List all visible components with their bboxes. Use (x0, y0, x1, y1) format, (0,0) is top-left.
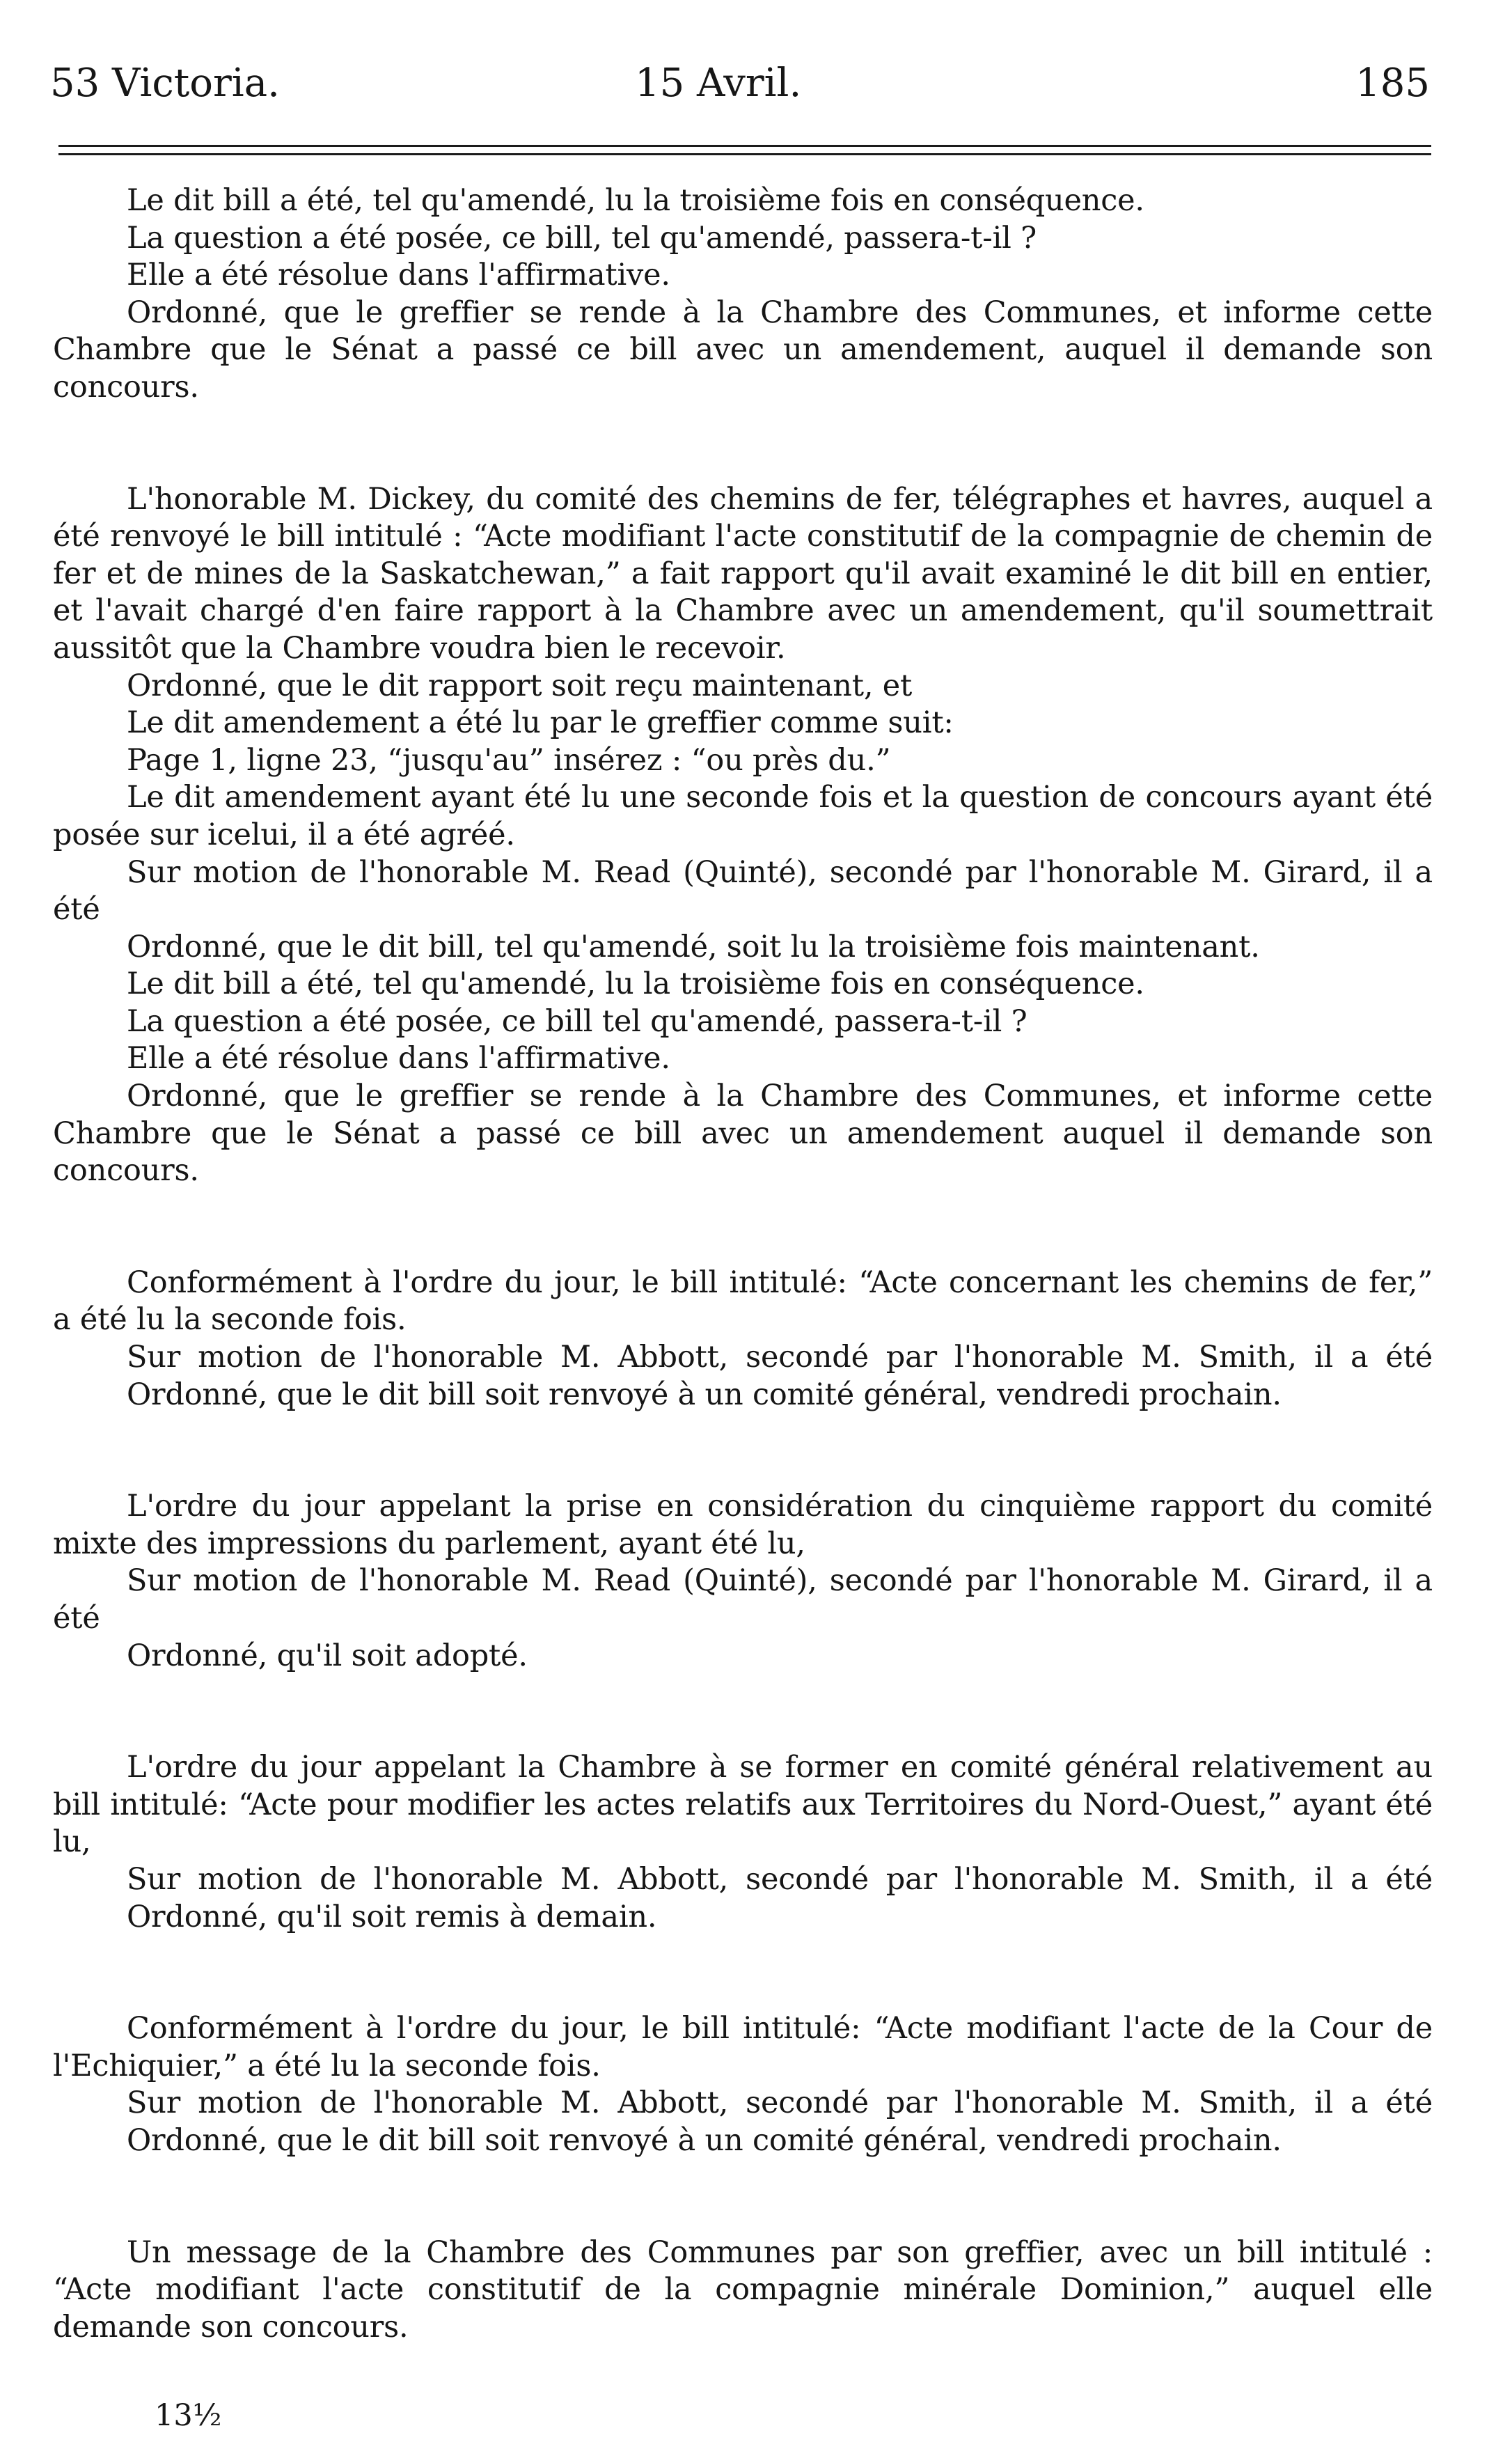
paragraph: Le dit amendement ayant été lu une seconde fois et la question de concours ayant été posée sur icelui, il a été agréé. (53, 780, 1433, 852)
paragraph: Conformément à l'ordre du jour, le bill intitulé: “Acte modifiant l'acte de la Cour de l'Echiquier,” a été lu la seconde fois. (53, 2011, 1433, 2083)
paragraph: Ordonné, qu'il soit adopté. (127, 1638, 528, 1673)
paragraph: Sur motion de l'honorable M. Abbott, secondé par l'honorable M. Smith, il a été (127, 1861, 1433, 1897)
paragraph: Ordonné, que le greffier se rende à la Chambre des Communes, et informe cette Chambre que le Sénat a passé ce bill avec un amendement auquel il demande son concours. (53, 1079, 1433, 1189)
signature-mark: 13½ (155, 2398, 222, 2433)
section-gap (53, 407, 1433, 481)
paragraph: Ordonné, que le dit bill soit renvoyé à un comité général, vendredi prochain. (127, 1377, 1282, 1412)
paragraph: Sur motion de l'honorable M. Read (Quinté), secondé par l'honorable M. Girard, il a été (53, 1563, 1433, 1636)
header-regnal-year: 53 Victoria. (50, 61, 280, 106)
paragraph: Elle a été résolue dans l'affirmative. (127, 258, 670, 293)
paragraph: Ordonné, que le dit bill, tel qu'amendé, soit lu la troisième fois maintenant. (127, 929, 1260, 964)
header-rule-top (58, 145, 1431, 147)
paragraph: L'honorable M. Dickey, du comité des chemins de fer, télégraphes et havres, auquel a été renvoyé le bill intitulé : “Acte modifiant l'acte constitutif de la compagnie de chemin de fer et de mines de la Saskatchewan,” a fait rapport qu'il avait examiné le dit bill en entier, et l'avait chargé d'en faire rapport à la Chambre avec un amendement, qu'il soumettrait aussitôt que la Chambre voudra bien le recevoir. (53, 481, 1433, 666)
paragraph: Le dit amendement a été lu par le greffier comme suit: (127, 705, 954, 741)
paragraph: Ordonné, que le dit rapport soit reçu maintenant, et (127, 668, 913, 703)
journal-body (53, 182, 1433, 2346)
section-gap (53, 1414, 1433, 1488)
section-gap (53, 1675, 1433, 1749)
page-number: 185 (1355, 61, 1430, 106)
paragraph: Conformément à l'ordre du jour, le bill intitulé: “Acte concernant les chemins de fer,” a été lu la seconde fois. (53, 1265, 1433, 1338)
paragraph: Sur motion de l'honorable M. Abbott, secondé par l'honorable M. Smith, il a été (127, 1340, 1433, 1375)
header-date: 15 Avril. (635, 61, 802, 106)
paragraph: Page 1, ligne 23, “jusqu'au” insérez : “ou près du.” (127, 742, 891, 778)
paragraph: L'ordre du jour appelant la Chambre à se former en comité général relativement au bill intitulé: “Acte pour modifier les actes relatifs aux Territoires du Nord-Ouest,” ayant été lu, (53, 1750, 1433, 1860)
paragraph: Le dit bill a été, tel qu'amendé, lu la troisième fois en conséquence. (127, 966, 1144, 1002)
paragraph: Sur motion de l'honorable M. Read (Quinté), secondé par l'honorable M. Girard, il a été (53, 854, 1433, 928)
paragraph: La question a été posée, ce bill tel qu'amendé, passera-t-il ? (127, 1003, 1027, 1039)
header-rule-bottom (58, 153, 1431, 155)
section-gap (53, 1190, 1433, 1265)
paragraph: Sur motion de l'honorable M. Abbott, secondé par l'honorable M. Smith, il a été (127, 2085, 1433, 2121)
paragraph: La question a été posée, ce bill, tel qu'amendé, passera-t-il ? (127, 220, 1037, 256)
paragraph: Ordonné, que le greffier se rende à la Chambre des Communes, et informe cette Chambre que le Sénat a passé ce bill avec un amendement, auquel il demande son concours. (53, 295, 1433, 405)
paragraph: Le dit bill a été, tel qu'amendé, lu la troisième fois en conséquence. (127, 183, 1144, 218)
section-gap (53, 1936, 1433, 2010)
paragraph: Ordonné, que le dit bill soit renvoyé à un comité général, vendredi prochain. (127, 2122, 1282, 2158)
paragraph: Ordonné, qu'il soit remis à demain. (127, 1899, 657, 1934)
section-gap (53, 2160, 1433, 2234)
paragraph: Elle a été résolue dans l'affirmative. (127, 1041, 670, 1077)
paragraph: L'ordre du jour appelant la prise en considération du cinquième rapport du comité mixte des impressions du parlement, ayant été lu, (53, 1489, 1433, 1561)
paragraph: Un message de la Chambre des Communes par son greffier, avec un bill intitulé : “Acte modifiant l'acte constitutif de la compagnie minérale Dominion,” auquel elle demande son concours. (53, 2234, 1433, 2345)
